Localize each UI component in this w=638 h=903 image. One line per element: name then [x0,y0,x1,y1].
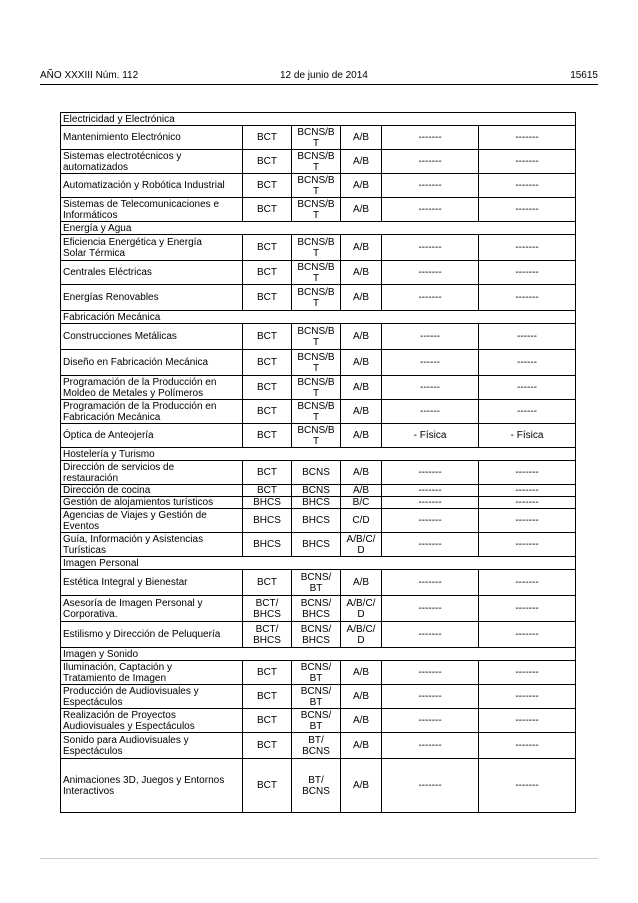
modality-cell: BCT [243,709,292,733]
modality-cell: BCT [243,285,292,311]
bachillerato-cell: BCNS/B T [292,261,341,285]
qualification-name: Gestión de alojamientos turísticos [61,497,243,509]
qualification-name: Centrales Eléctricas [61,261,243,285]
table-row [61,709,576,733]
qualification-name: Estilismo y Dirección de Peluquería [61,622,243,648]
subject-cell-1: ------ [382,376,479,400]
modality-cell: BCT [243,485,292,497]
subject-cell-2: ------- [479,174,576,198]
subject-cell-2: ------- [479,570,576,596]
bachillerato-cell: BCNS/B T [292,324,341,350]
qualification-name: Automatización y Robótica Industrial [61,174,243,198]
table-row [61,759,576,813]
option-cell: A/B/C/ D [341,622,382,648]
section-title: Hostelería y Turismo [61,448,576,461]
subject-cell-1: ------- [382,685,479,709]
subject-cell-1: - Física [382,424,479,448]
subject-cell-1: ------- [382,285,479,311]
table-row [61,174,576,198]
modality-cell: BHCS [243,497,292,509]
subject-cell-2: ------ [479,400,576,424]
qualification-name: Agencias de Viajes y Gestión de Eventos [61,509,243,533]
option-cell: A/B [341,709,382,733]
option-cell: A/B [341,126,382,150]
section-header-row [61,311,576,324]
modality-cell: BCT [243,424,292,448]
section-title: Imagen Personal [61,557,576,570]
subject-cell-2: ------ [479,350,576,376]
subject-cell-2: ------- [479,759,576,813]
modality-cell: BHCS [243,533,292,557]
qualification-name: Programación de la Producción en Fabricación Mecánica [61,400,243,424]
option-cell: B/C [341,497,382,509]
table-row [61,622,576,648]
bachillerato-cell: BCNS/ BHCS [292,622,341,648]
journal-issue: AÑO XXXIII Núm. 112 [40,70,139,81]
subject-cell-2: ------- [479,509,576,533]
section-header-row [61,557,576,570]
bachillerato-cell: BCNS/B T [292,350,341,376]
bachillerato-cell: BCNS [292,461,341,485]
qualification-name: Eficiencia Energética y Energía Solar Térmica [61,235,243,261]
option-cell: A/B [341,733,382,759]
table-row [61,150,576,174]
subject-cell-2: ------- [479,533,576,557]
table-row [61,533,576,557]
subject-cell-1: ------- [382,533,479,557]
modality-cell: BCT [243,126,292,150]
option-cell: A/B [341,376,382,400]
section-title: Imagen y Sonido [61,648,576,661]
qualification-name: Iluminación, Captación y Tratamiento de Imagen [61,661,243,685]
subject-cell-2: ------- [479,126,576,150]
modality-cell: BCT [243,685,292,709]
qualification-name: Óptica de Anteojería [61,424,243,448]
subject-cell-1: ------- [382,235,479,261]
table-row [61,261,576,285]
subject-cell-1: ------- [382,150,479,174]
modality-cell: BCT [243,261,292,285]
option-cell: A/B/C/ D [341,533,382,557]
qualification-name: Sistemas electrotécnicos y automatizados [61,150,243,174]
qualification-name: Realización de Proyectos Audiovisuales y Espectáculos [61,709,243,733]
option-cell: A/B [341,461,382,485]
bachillerato-cell: BHCS [292,509,341,533]
subject-cell-2: ------- [479,596,576,622]
bachillerato-cell: BHCS [292,533,341,557]
subject-cell-2: ------- [479,685,576,709]
table-row [61,485,576,497]
modality-cell: BCT [243,174,292,198]
bachillerato-cell: BCNS/ BT [292,661,341,685]
table-row [61,235,576,261]
subject-cell-2: ------ [479,376,576,400]
section-title: Electricidad y Electrónica [61,113,576,126]
subject-cell-2: ------ [479,324,576,350]
subject-cell-1: ------- [382,174,479,198]
modality-cell: BCT [243,376,292,400]
subject-cell-1: ------- [382,497,479,509]
qualification-name: Guía, Información y Asistencias Turísticas [61,533,243,557]
option-cell: A/B [341,350,382,376]
bachillerato-cell: BCNS/B T [292,174,341,198]
qualification-name: Producción de Audiovisuales y Espectáculos [61,685,243,709]
bachillerato-cell: BCNS [292,485,341,497]
option-cell: A/B [341,400,382,424]
table-row [61,126,576,150]
option-cell: A/B/C/ D [341,596,382,622]
bachillerato-cell: BCNS/ BHCS [292,596,341,622]
qualification-name: Dirección de cocina [61,485,243,497]
subject-cell-2: ------- [479,733,576,759]
qualification-name: Asesoría de Imagen Personal y Corporativa. [61,596,243,622]
subject-cell-2: ------- [479,497,576,509]
subject-cell-1: ------- [382,198,479,222]
subject-cell-2: ------- [479,709,576,733]
qualification-name: Sonido para Audiovisuales y Espectáculos [61,733,243,759]
option-cell: A/B [341,235,382,261]
option-cell: A/B [341,324,382,350]
modality-cell: BCT [243,198,292,222]
subject-cell-1: ------- [382,461,479,485]
subject-cell-1: ------- [382,709,479,733]
option-cell: A/B [341,150,382,174]
modality-cell: BCT/ BHCS [243,622,292,648]
modality-cell: BHCS [243,509,292,533]
table-row [61,733,576,759]
option-cell: A/B [341,759,382,813]
modality-cell: BCT [243,400,292,424]
table-row [61,661,576,685]
modality-cell: BCT [243,733,292,759]
subject-cell-2: ------- [479,235,576,261]
modality-cell: BCT [243,150,292,174]
bachillerato-cell: BCNS/B T [292,198,341,222]
table-row [61,596,576,622]
subject-cell-1: ------ [382,350,479,376]
option-cell: A/B [341,261,382,285]
subject-cell-2: - Física [479,424,576,448]
section-header-row [61,648,576,661]
section-header-row [61,448,576,461]
subject-cell-1: ------- [382,509,479,533]
subject-cell-1: ------- [382,126,479,150]
table-row [61,324,576,350]
subject-cell-2: ------- [479,485,576,497]
modality-cell: BCT [243,661,292,685]
modality-cell: BCT [243,350,292,376]
subject-cell-1: ------- [382,570,479,596]
modality-cell: BCT [243,324,292,350]
subject-cell-1: ------- [382,759,479,813]
option-cell: A/B [341,661,382,685]
bachillerato-cell: BCNS/B T [292,126,341,150]
subject-cell-1: ------- [382,596,479,622]
subject-cell-2: ------- [479,461,576,485]
qualification-name: Sistemas de Telecomunicaciones e Informáticos [61,198,243,222]
table-row [61,198,576,222]
table-row [61,461,576,485]
subject-cell-1: ------- [382,733,479,759]
qualification-name: Dirección de servicios de restauración [61,461,243,485]
subject-cell-1: ------- [382,485,479,497]
option-cell: A/B [341,485,382,497]
subject-cell-2: ------- [479,150,576,174]
bachillerato-cell: BCNS/ BT [292,685,341,709]
section-title: Energía y Agua [61,222,576,235]
bachillerato-cell: BCNS/B T [292,150,341,174]
subject-cell-2: ------- [479,622,576,648]
subject-cell-2: ------- [479,285,576,311]
qualification-name: Animaciones 3D, Juegos y Entornos Interactivos [61,759,243,813]
subject-cell-1: ------ [382,324,479,350]
subject-cell-2: ------- [479,261,576,285]
publication-date: 12 de junio de 2014 [280,70,368,81]
qualification-name: Programación de la Producción en Moldeo de Metales y Polímeros [61,376,243,400]
section-header-row [61,222,576,235]
qualification-name: Diseño en Fabricación Mecánica [61,350,243,376]
subject-cell-1: ------- [382,261,479,285]
modality-cell: BCT [243,235,292,261]
section-title: Fabricación Mecánica [61,311,576,324]
page-number: 15615 [570,70,598,81]
option-cell: A/B [341,424,382,448]
bachillerato-cell: BCNS/B T [292,424,341,448]
modality-cell: BCT/ BHCS [243,596,292,622]
modality-cell: BCT [243,759,292,813]
page-header [40,68,598,85]
bachillerato-cell: BCNS/B T [292,400,341,424]
table-row [61,285,576,311]
option-cell: A/B [341,198,382,222]
qualification-name: Energías Renovables [61,285,243,311]
bachillerato-cell: BCNS/ BT [292,709,341,733]
qualification-name: Mantenimiento Electrónico [61,126,243,150]
table-row [61,497,576,509]
option-cell: A/B [341,285,382,311]
table-row [61,424,576,448]
table-row [61,570,576,596]
table-row [61,376,576,400]
subject-cell-2: ------- [479,661,576,685]
bachillerato-cell: BCNS/B T [292,235,341,261]
modality-cell: BCT [243,461,292,485]
table-row [61,400,576,424]
table-row [61,350,576,376]
qualification-name: Construcciones Metálicas [61,324,243,350]
qualification-name: Estética Integral y Bienestar [61,570,243,596]
modality-cell: BCT [243,570,292,596]
bachillerato-cell: BCNS/ BT [292,570,341,596]
option-cell: A/B [341,174,382,198]
section-header-row [61,113,576,126]
bachillerato-cell: BT/ BCNS [292,733,341,759]
table-row [61,509,576,533]
bachillerato-cell: BCNS/B T [292,376,341,400]
subject-cell-2: ------- [479,198,576,222]
subject-cell-1: ------- [382,661,479,685]
table-row [61,685,576,709]
subject-cell-1: ------- [382,622,479,648]
bachillerato-cell: BCNS/B T [292,285,341,311]
footer-rule [40,858,598,859]
option-cell: C/D [341,509,382,533]
subject-cell-1: ------ [382,400,479,424]
qualifications-table [60,112,576,813]
option-cell: A/B [341,685,382,709]
bachillerato-cell: BT/ BCNS [292,759,341,813]
bachillerato-cell: BHCS [292,497,341,509]
option-cell: A/B [341,570,382,596]
